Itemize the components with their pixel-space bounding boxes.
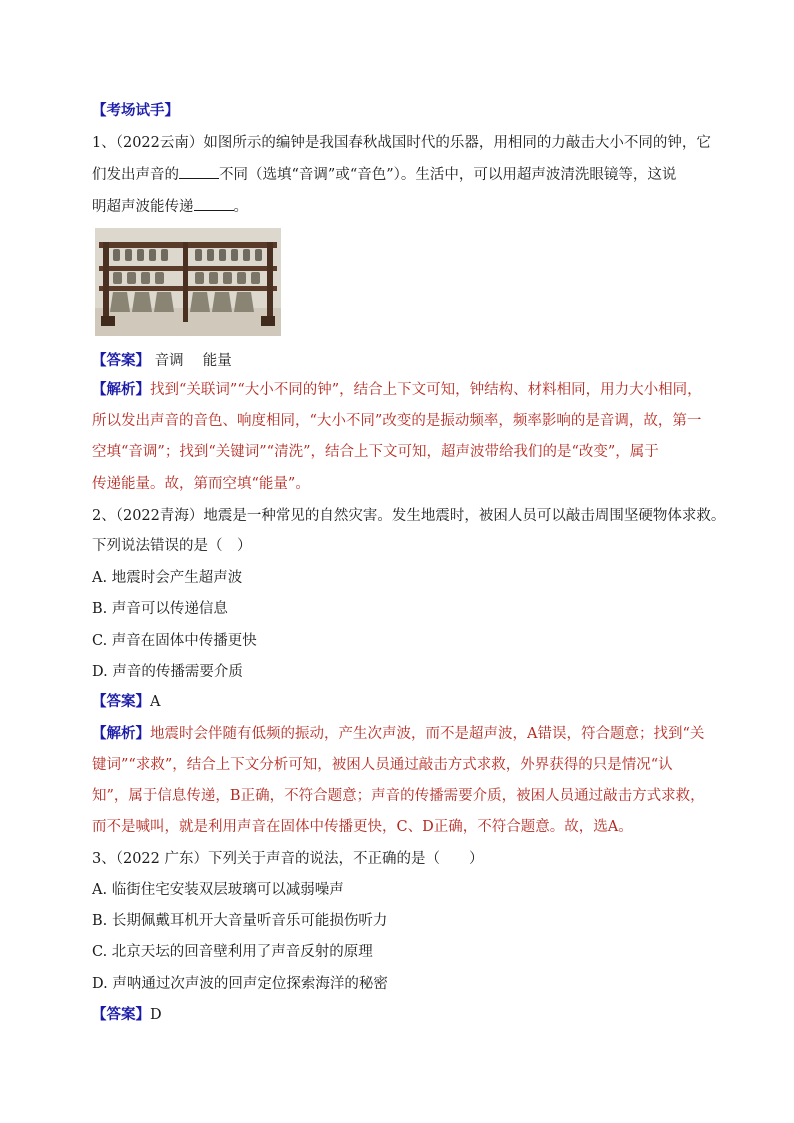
q1-analysis-label: 【解析】 (92, 381, 150, 398)
q2-analysis-l1 (92, 724, 704, 744)
q2-answer (92, 692, 160, 712)
q2-option-b[interactable]: B. 声音可以传递信息 (92, 601, 228, 617)
q1-answer-text: 音调 能量 (154, 353, 232, 369)
section-title: 【考场试手】 (92, 102, 179, 119)
q3-option-c[interactable]: C. 北京天坛的回音壁利用了声音反射的原理 (92, 944, 373, 960)
q2-analysis-l4: 而不是喊叫，就是利用声音在固体中传播更快，C、D正确，不符合题意。故，选A。 (92, 819, 633, 835)
q1-analysis-l3: 空填“音调”；找到“关键词”“清洗”，结合上下文可知，超声波带给我们的是“改变”，属于 (92, 444, 659, 460)
q2-analysis-text-1: 地震时会伴随有低频的振动，产生次声波，而不是超声波，A错误，符合题意；找到“关 (150, 726, 705, 742)
q1-line2a: 们发出声音的 (92, 167, 179, 183)
q2-answer-text: A (150, 694, 161, 710)
q2-line2: 下列说法错误的是（ ） (92, 538, 252, 554)
q2-option-a[interactable]: A. 地震时会产生超声波 (92, 570, 243, 586)
q2-analysis-label: 【解析】 (92, 725, 150, 742)
q1-blank2[interactable] (194, 196, 234, 211)
q2-option-c[interactable]: C. 声音在固体中传播更快 (92, 633, 257, 649)
q1-blank1[interactable] (179, 164, 219, 179)
q3-line1: 3、（2022 广东）下列关于声音的说法，不正确的是（ ） (92, 851, 484, 867)
q2-analysis-l2: 键词”“求救”，结合上下文分析可知，被困人员通过敲击方式求救，外界获得的只是情况“认 (92, 757, 673, 773)
q3-answer (92, 1005, 162, 1025)
q3-answer-text: D (150, 1007, 162, 1023)
q1-line2b: 不同（选填“音调”或“音色”）。生活中，可以用超声波清洗眼镜等，这说 (219, 167, 677, 183)
q1-analysis-l2: 所以发出声音的音色、响度相同，“大小不同”改变的是振动频率，频率影响的是音调，故，第一 (92, 413, 702, 429)
q1-analysis-l1 (92, 380, 702, 400)
q1-analysis-l4: 传递能量。故，第而空填“能量”。 (92, 476, 310, 492)
q1-line3 (92, 196, 248, 217)
q1-line1: 1、（2022云南）如图所示的编钟是我国春秋战国时代的乐器，用相同的力敲击大小不同的钟，它 (92, 135, 711, 151)
bianzhong-illustration (95, 228, 281, 336)
q2-answer-label: 【答案】 (92, 693, 150, 710)
q3-option-a[interactable]: A. 临街住宅安装双层玻璃可以减弱噪声 (92, 882, 344, 898)
bianzhong-image (95, 228, 281, 336)
q3-answer-label: 【答案】 (92, 1006, 150, 1023)
q2-line1: 2、（2022青海）地震是一种常见的自然灾害。发生地震时，被困人员可以敲击周围坚硬物体求救。 (92, 508, 726, 524)
q1-line3b: 。 (233, 199, 248, 215)
q3-option-b[interactable]: B. 长期佩戴耳机开大音量听音乐可能损伤听力 (92, 913, 388, 929)
q1-answer-label: 【答案】 (92, 352, 150, 369)
q1-line3a: 明超声波能传递 (92, 199, 194, 215)
q1-analysis-text-1: 找到“关联词”“大小不同的钟”，结合上下文可知，钟结构、材料相同，用力大小相同， (150, 382, 702, 398)
q2-analysis-l3: 知”，属于信息传递，B正确，不符合题意；声音的传播需要介质，被困人员通过敲击方式求救， (92, 788, 705, 804)
q1-answer (92, 351, 232, 371)
q2-option-d[interactable]: D. 声音的传播需要介质 (92, 664, 243, 680)
q3-option-d[interactable]: D. 声呐通过次声波的回声定位探索海洋的秘密 (92, 976, 388, 992)
q1-line2 (92, 164, 676, 185)
